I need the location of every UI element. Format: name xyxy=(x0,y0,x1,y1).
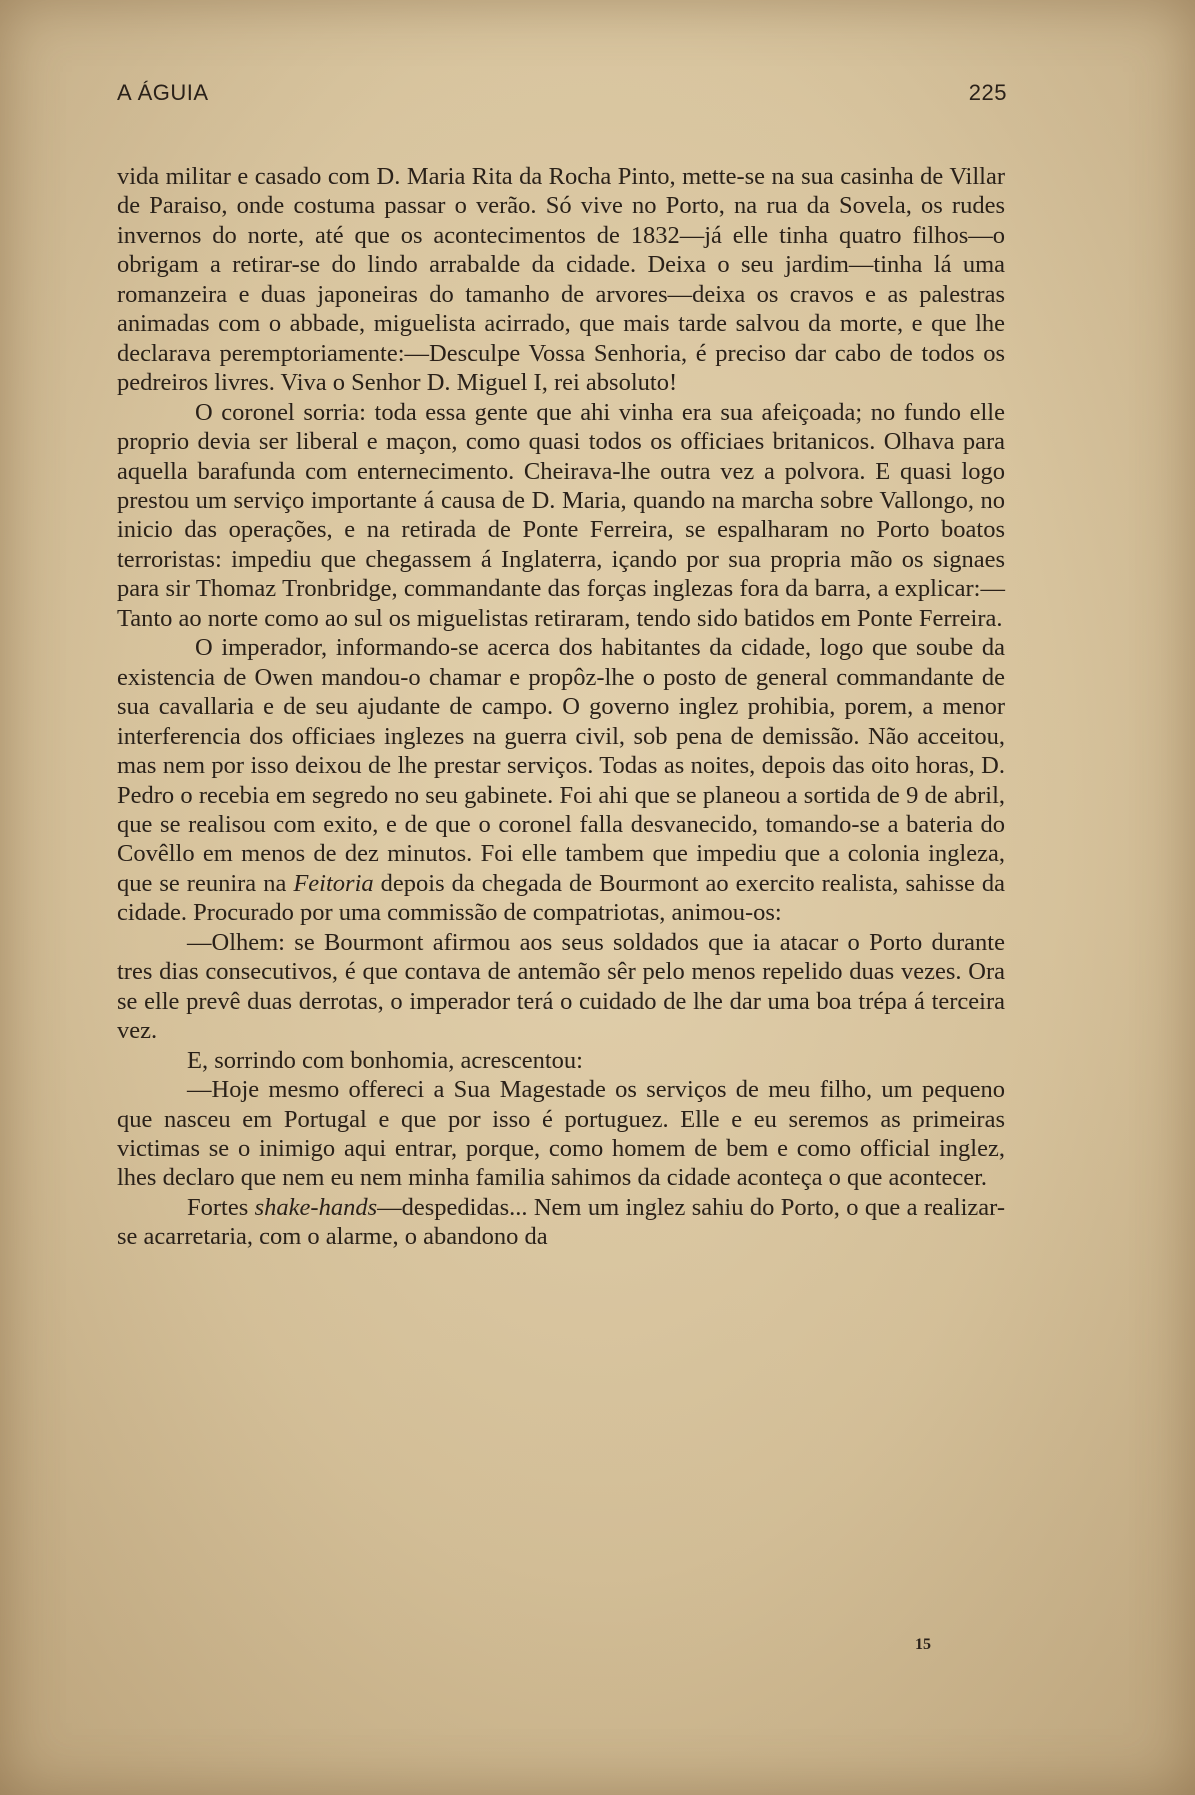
text-run: Fortes xyxy=(187,1193,255,1221)
paragraph xyxy=(117,928,1005,1046)
text-run: —despedidas... Nem um inglez sahiu do Porto, o que a realizar-se acarretaria, com o alarme, o abandono da xyxy=(117,1193,1005,1251)
paragraph xyxy=(117,398,1005,634)
signature-mark: 15 xyxy=(915,1636,931,1653)
italic-phrase: shake-hands xyxy=(254,1193,378,1221)
text-run: O imperador, informando-se acerca dos habitantes da cidade, logo que soube da existencia de Owen mandou-o chamar e propôz-lhe o posto de general commandante de sua cavallaria e de seu ajudante de campo. O governo inglez prohibia, porem, a menor interferencia dos officiaes inglezes na guerra civil, sob pena de demissão. Não acceitou, mas nem por isso deixou de lhe prestar serviços. Todas as noites, depois das oito horas, D. Pedro o recebia em segredo no seu gabinete. Foi ahi que se planeou a sortida de 9 de abril, que se realisou com exito, e de que o coronel falla desvanecido, tomando-se a bateria do Covêllo em menos de dez minutos. Foi elle tambem que impediu que a colonia ingleza, que se reunira na xyxy=(117,634,1005,897)
text-run: depois da chegada de Bourmont ao exercito realista, sahisse da cidade. Procurado por uma commissão de compatriotas, animou-os: xyxy=(117,869,1006,927)
paragraph xyxy=(117,1046,1005,1075)
paragraph xyxy=(117,1075,1005,1193)
running-header xyxy=(117,80,1007,106)
text-run: —Hoje mesmo offereci a Sua Magestade os serviços de meu filho, um pequeno que nasceu em Portugal e que por isso é portuguez. Elle e eu seremos as primeiras victimas se o inimigo aqui entrar, porque, como homem de bem e como official inglez, lhes declaro que nem eu nem minha familia sahimos da cidade aconteça o que acontecer. xyxy=(117,1076,1005,1192)
paragraph xyxy=(117,162,1005,398)
text-run: vida militar e casado com D. Maria Rita da Rocha Pinto, mette-se na sua casinha de Villar de Paraiso, onde costuma passar o verão. Só vive no Porto, na rua da Sovela, os rudes invernos do norte, até que os acontecimentos de 1832—já elle tinha quatro filhos—o obrigam a retirar-se do lindo arrabalde da cidade. Deixa o seu jardim—tinha lá uma romanzeira e duas japoneiras do tamanho de arvores—deixa os cravos e as palestras animadas com o abbade, miguelista acirrado, que mais tarde salvou da morte, e que lhe declarava peremptoriamente:—Desculpe Vossa Senhoria, é preciso dar cabo de todos os pedreiros livres. Viva o Senhor D. Miguel I, rei absoluto! xyxy=(117,163,1005,397)
page-number: 225 xyxy=(968,80,1007,105)
text-run: E, sorrindo com bonhomia, acrescentou: xyxy=(187,1046,583,1074)
paragraph xyxy=(117,1193,1005,1252)
text-run: O coronel sorria: toda essa gente que ahi vinha era sua afeiçoada; no fundo elle proprio devia ser liberal e maçon, como quasi todos os officiaes britanicos. Olhava para aquella barafunda com enternecimento. Cheirava-lhe outra vez a polvora. E quasi logo prestou um serviço importante á causa de D. Maria, quando na marcha sobre Vallongo, no inicio das operações, e na retirada de Ponte Ferreira, se espalharam no Porto boatos terroristas: impediu que chegassem á Inglaterra, içando por sua propria mão os signaes para sir Thomaz Tronbridge, commandante das forças inglezas fora da barra, a explicar:—Tanto ao norte como ao sul os miguelistas retiraram, tendo sido batidos em Ponte Ferreira. xyxy=(117,398,1005,632)
italic-phrase: Feitoria xyxy=(293,869,374,897)
text-run: —Olhem: se Bourmont afirmou aos seus soldados que ia atacar o Porto durante tres dias consecutivos, é que contava de antemão sêr pelo menos repelido duas vezes. Ora se elle prevê duas derrotas, o imperador terá o cuidado de lhe dar uma boa trépa á terceira vez. xyxy=(117,928,1005,1045)
body-text xyxy=(117,162,1005,1252)
paragraph xyxy=(117,633,1005,928)
journal-title: A ÁGUIA xyxy=(117,80,209,105)
